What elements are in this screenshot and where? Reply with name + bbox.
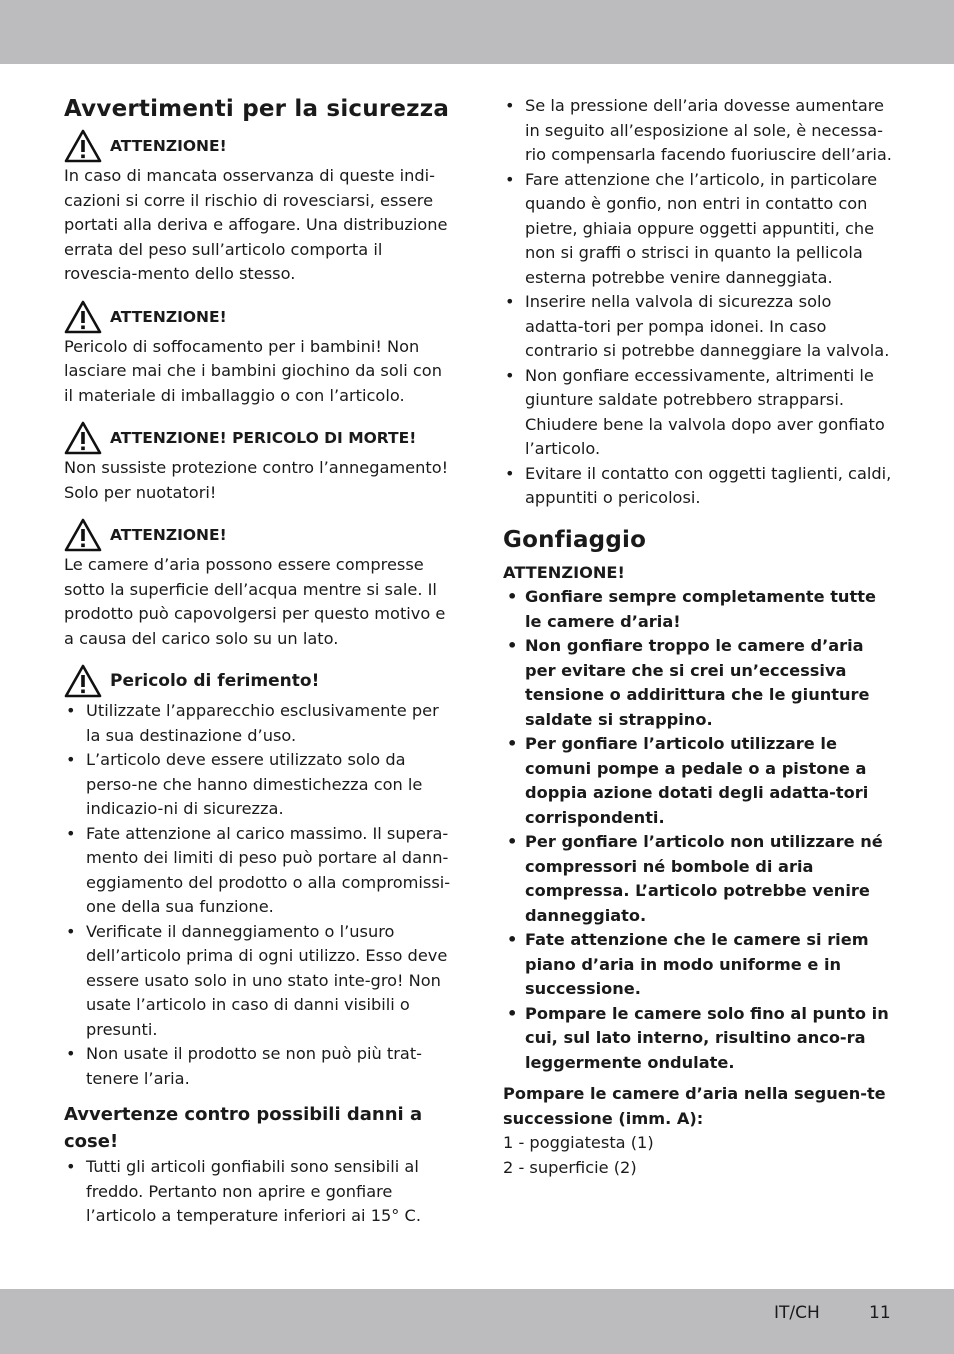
sequence-step: 1 - poggiatesta (1) [503, 1133, 654, 1152]
warning-2 [64, 299, 456, 335]
warning-label: Pericolo di ferimento! [110, 671, 320, 691]
list-item: • Per gonfiare l’articolo utilizzare le comuni pompe a pedale o a pistone a doppia azione dotati degli adatta-tori corrispondenti. [503, 732, 895, 830]
list-item: • Fare attenzione che l’articolo, in particolare quando è gonfio, non entri in contatto con pietre, ghiaia oppure oggetti appuntiti, che non si graffi o strisci in quanto la pellicola esterna potrebbe venire danneggiata. [503, 168, 895, 291]
warning-triangle-icon [64, 664, 102, 698]
sequence-intro: Pompare le camere d’aria nella seguen-te successione (imm. A): [503, 1084, 886, 1128]
warning-text: Non sussiste protezione contro l’annegamento! Solo per nuotatori! [64, 458, 449, 502]
right-column [503, 94, 895, 1180]
list-item: • Tutti gli articoli gonfiabili sono sensibili al freddo. Pertanto non aprire e gonfiare l’articolo a temperature inferiori ai 15° C. [64, 1155, 456, 1229]
list-item: • Se la pressione dell’aria dovesse aumentare in seguito all’esposizione al sole, è necessa-rio compensarla facendo fuoriuscire dell’aria. [503, 94, 895, 168]
warning-triangle-icon [64, 129, 102, 163]
warning-1 [64, 128, 456, 164]
warning-label: ATTENZIONE! [110, 307, 227, 326]
warning-triangle-icon [64, 518, 102, 552]
warning-text: In caso di mancata osservanza di queste indi-cazioni si corre il rischio di rovesciarsi, essere portati alla deriva e affogare. Una distribuzione errata del peso sull’articolo comporta il rovescia-mento dello stesso. [64, 166, 448, 283]
list-item: • Per gonfiare l’articolo non utilizzare né compressori né bombole di aria compressa. L’articolo potrebbe venire danneggiato. [503, 830, 895, 928]
list-item: • Gonfiare sempre completamente tutte le camere d’aria! [503, 585, 895, 634]
footer-language: IT/CH [774, 1303, 820, 1323]
warning-triangle-icon [64, 300, 102, 334]
warning-triangle-icon [64, 421, 102, 455]
list-item: • Non usate il prodotto se non può più trat-tenere l’aria. [64, 1042, 456, 1091]
list-item: • L’articolo deve essere utilizzato solo da perso-ne che hanno dimestichezza con le indicazio-ni di sicurezza. [64, 748, 456, 822]
inflation-title: Gonfiaggio [503, 526, 647, 553]
header-band [0, 0, 954, 64]
list-item: • Evitare il contatto con oggetti taglienti, caldi, appuntiti o pericolosi. [503, 462, 895, 511]
warning-label: ATTENZIONE! [110, 526, 227, 544]
list-item: • Inserire nella valvola di sicurezza solo adatta-tori per pompa idonei. In caso contrario si potrebbe danneggiare la valvola. [503, 290, 895, 364]
injury-list [64, 699, 456, 1091]
page-number: 11 [869, 1303, 891, 1323]
sequence-step: 2 - superficie (2) [503, 1157, 637, 1177]
warning-text: Le camere d’aria possono essere compresse sotto la superficie dell’acqua mentre si sale. Il prodotto può capovolgersi per questo motivo e a causa del carico solo su un lato. [64, 555, 446, 648]
list-item: • Fate attenzione al carico massimo. Il supera-mento dei limiti di peso può portare al dann-eggiamento del prodotto o alla compromissi-one della sua funzione. [64, 822, 456, 920]
warning-text: Pericolo di soffocamento per i bambini! Non lasciare mai che i bambini giochino da soli con il materiale di imballaggio o con l’articolo. [64, 336, 442, 405]
safety-title: Avvertimenti per la sicurezza [64, 96, 450, 122]
left-column [64, 94, 456, 1229]
damage-list [64, 1155, 456, 1229]
list-item: • Pompare le camere solo fino al punto in cui, sul lato interno, risultino anco-ra leggermente ondulate. [503, 1002, 895, 1076]
list-item: • Verificate il danneggiamento o l’usuro dell’articolo prima di ogni utilizzo. Esso deve essere usato solo in uno stato inte-gro! Non usate l’articolo in caso di danni visibili o presunti. [64, 920, 456, 1043]
warning-label: ATTENZIONE! [110, 137, 227, 155]
list-item: • Non gonfiare troppo le camere d’aria per evitare che si crei un’eccessiva tensione o addirittura che le giunture saldate si strappino. [503, 634, 895, 732]
list-item: • Fate attenzione che le camere si riem piano d’aria in modo uniforme e in successione. [503, 928, 895, 1002]
list-item: • Non gonfiare eccessivamente, altrimenti le giunture saldate potrebbero strapparsi. Chiudere bene la valvola dopo aver gonfiato l’articolo. [503, 364, 895, 462]
warning-5 [64, 663, 456, 699]
inflation-list [503, 585, 895, 1075]
list-item: • Utilizzate l’apparecchio esclusivamente per la sua destinazione d’uso. [64, 699, 456, 748]
attention-label: ATTENZIONE! [503, 562, 625, 582]
warning-label: ATTENZIONE! PERICOLO DI MORTE! [110, 429, 417, 447]
care-list [503, 94, 895, 511]
warning-3 [64, 420, 456, 456]
warning-4 [64, 517, 456, 553]
damage-heading: Avvertenze contro possibili danni a cose! [64, 1104, 423, 1152]
